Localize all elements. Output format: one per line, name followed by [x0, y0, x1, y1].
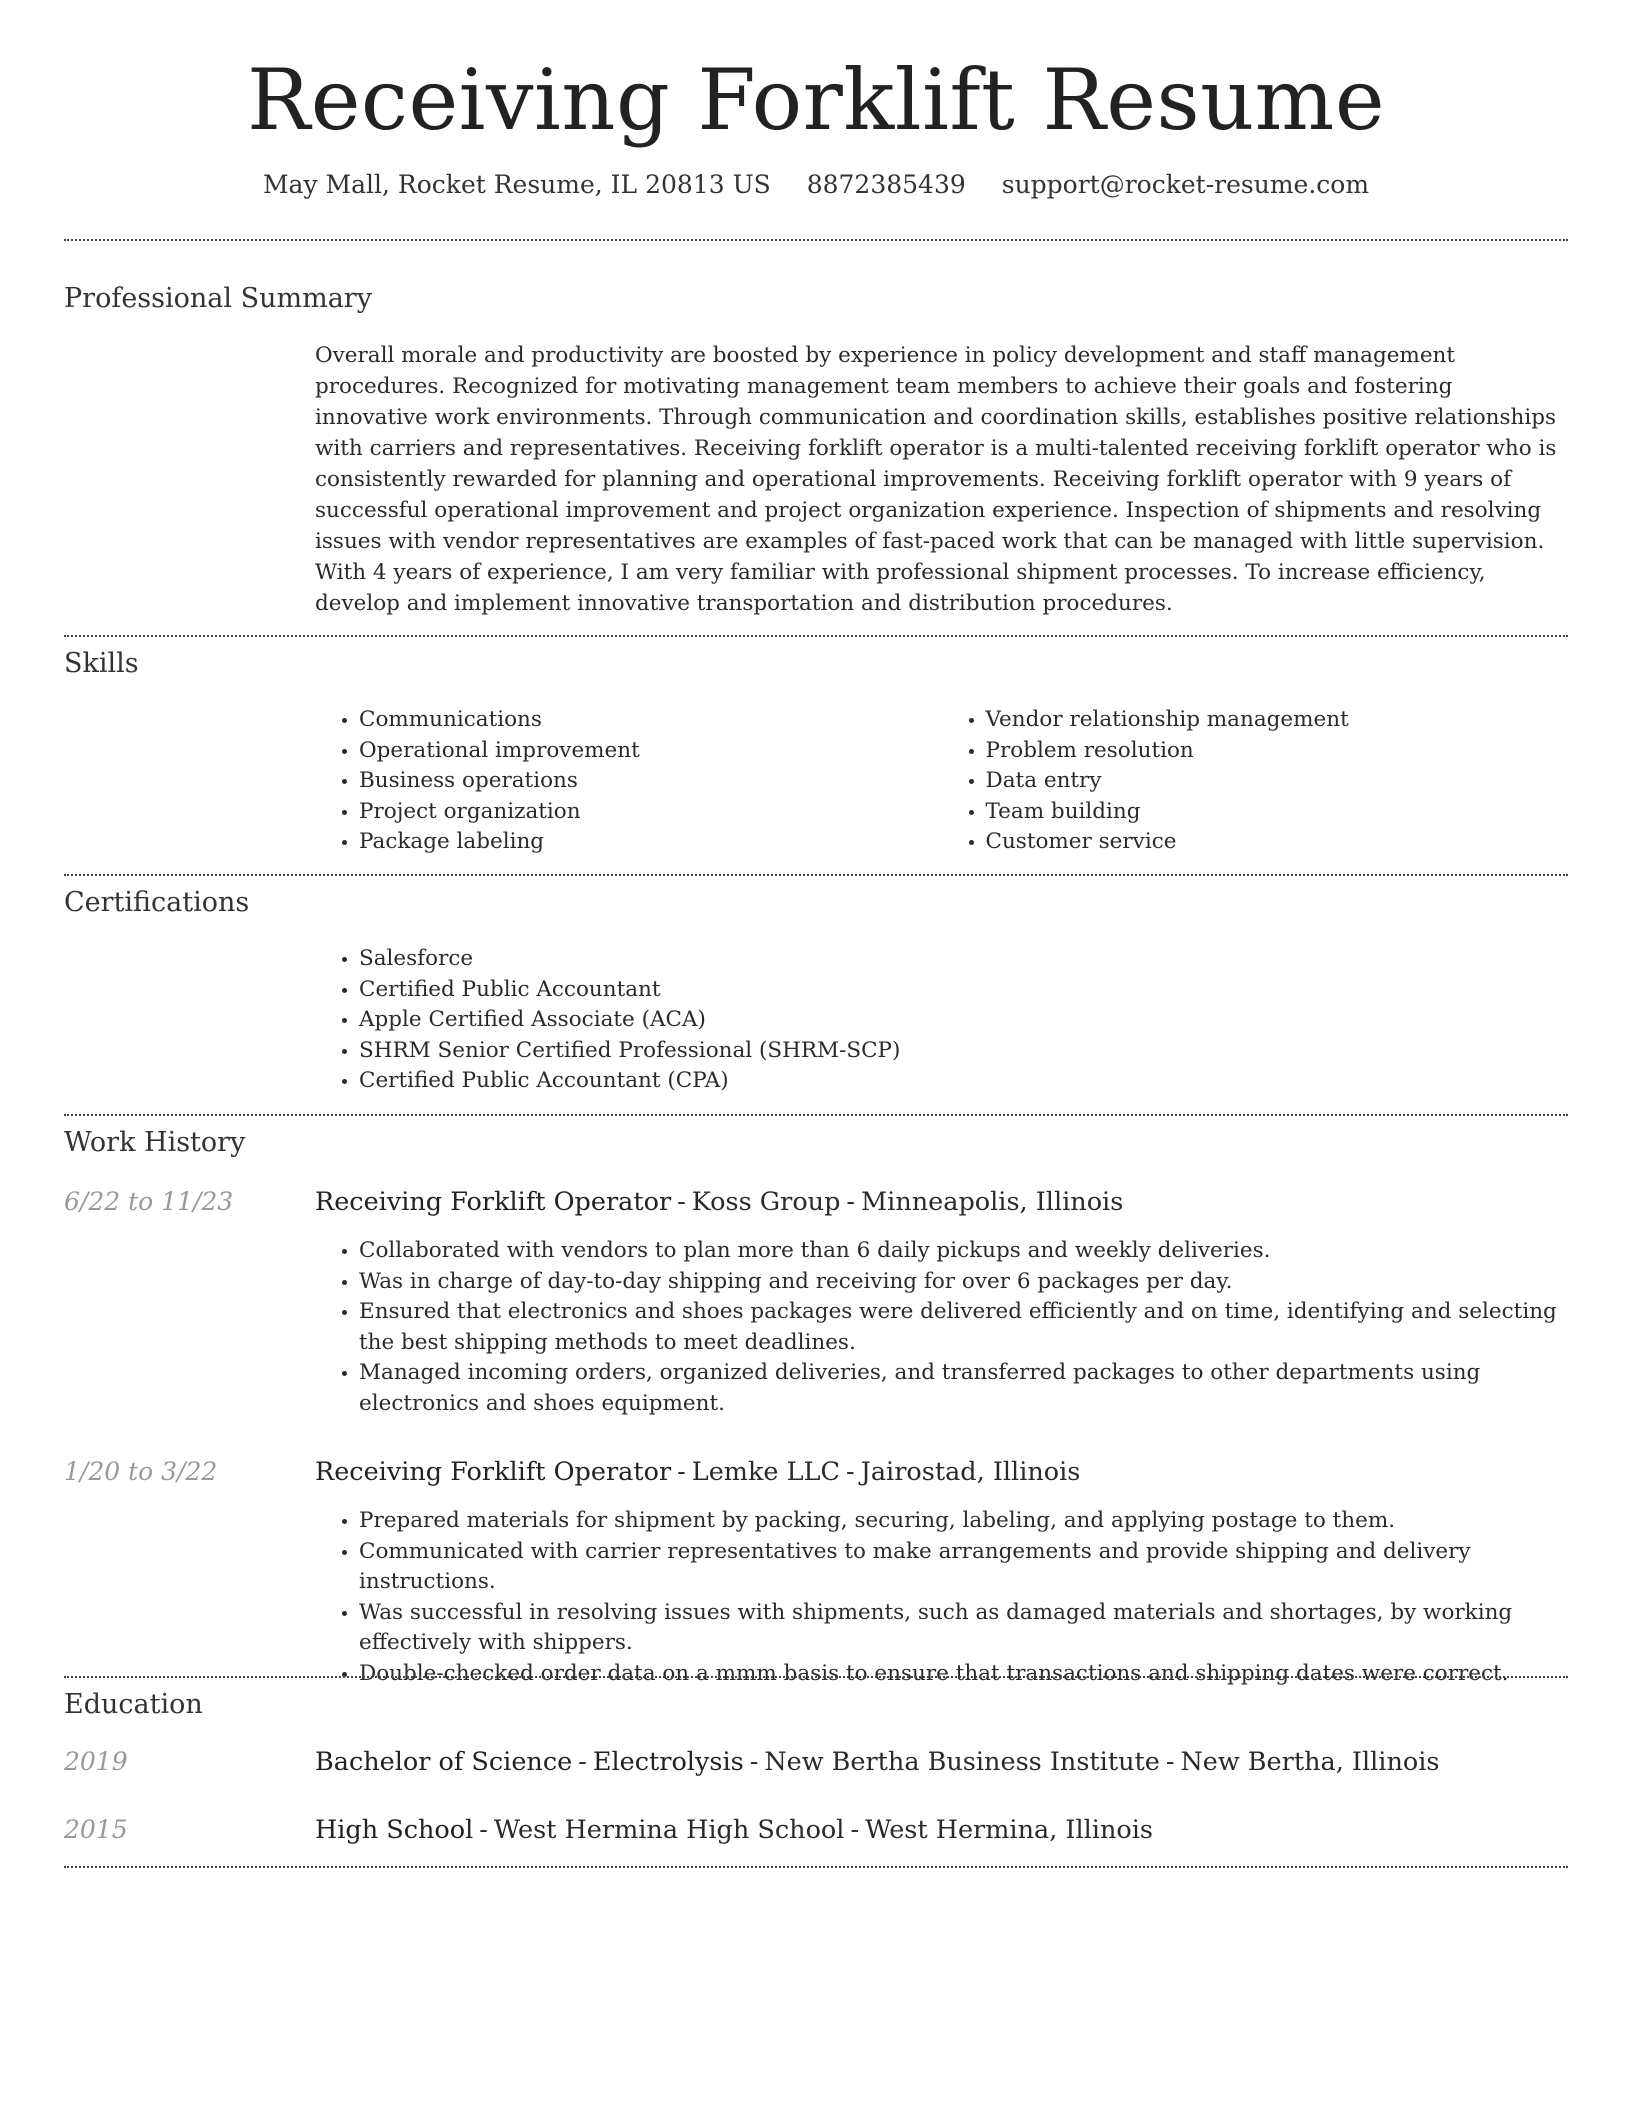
job-bullet: • Managed incoming orders, organized deliveries, and transferred packages to other departments using electronics and shoes equipment.: [359, 1358, 1568, 1419]
divider: [64, 874, 1568, 876]
certification-item: • Salesforce: [359, 944, 1568, 975]
skill-item: • Problem resolution: [986, 736, 1569, 767]
education-field: Electrolysis: [592, 1747, 744, 1777]
resume-page: [64, 0, 1568, 1845]
job-location: Minneapolis, Illinois: [861, 1187, 1124, 1217]
skills-column-left: [315, 705, 942, 858]
skill-item: • Business operations: [359, 766, 942, 797]
work-history-section: [64, 1127, 1568, 1686]
skill-item: • Customer service: [986, 827, 1569, 858]
job-title: Receiving Forklift Operator: [315, 1187, 672, 1217]
divider: [64, 1114, 1568, 1116]
contact-address: May Mall, Rocket Resume, IL 20813 US: [262, 170, 771, 199]
education-school: New Bertha Business Institute: [764, 1747, 1160, 1777]
job-heading: Receiving Forklift Operator - Lemke LLC - Jairostad, Illinois: [315, 1457, 1081, 1487]
divider: [64, 239, 1568, 241]
contact-email: support@rocket-resume.com: [1001, 170, 1370, 199]
job-bullets: [315, 1236, 1568, 1419]
divider: [64, 1676, 1568, 1678]
job-bullet: • Collaborated with vendors to plan more than 6 daily pickups and weekly deliveries.: [359, 1236, 1568, 1267]
summary-text: Overall morale and productivity are boosted by experience in policy development and staff management procedures. Recognized for motivating management team members to achieve their goals and fostering innovative work environments. Through communication and coordination skills, establishes positive relationships with carriers and representatives. Receiving forklift operator is a multi-talented receiving forklift operator who is consistently rewarded for planning and operational improvements. Receiving forklift operator with 9 years of successful operational improvement and project organization experience. Inspection of shipments and resolving issues with vendor representatives are examples of fast-paced work that can be managed with little supervision. With 4 years of experience, I am very familiar with professional shipment processes. To increase efficiency, develop and implement innovative transportation and distribution procedures.: [315, 343, 1557, 616]
job-bullet: • Ensured that electronics and shoes packages were delivered efficiently and on time, identifying and selecting the best shipping methods to meet deadlines.: [359, 1297, 1568, 1358]
job-bullet: • Prepared materials for shipment by packing, securing, labeling, and applying postage to them.: [359, 1506, 1568, 1537]
section-heading: Certifications: [64, 887, 250, 918]
contact-line: [64, 170, 1568, 200]
education-entry: Bachelor of Science - Electrolysis - New Bertha Business Institute - New Bertha, Illinois: [315, 1747, 1440, 1777]
contact-phone: 8872385439: [806, 170, 966, 199]
job-company: Lemke LLC: [691, 1457, 840, 1487]
section-heading: Education: [64, 1689, 203, 1720]
education-entry: High School - West Hermina High School - West Hermina, Illinois: [315, 1815, 1153, 1845]
job-heading: Receiving Forklift Operator - Koss Group - Minneapolis, Illinois: [315, 1187, 1124, 1217]
skill-item: • Operational improvement: [359, 736, 942, 767]
job-bullet: • Double-checked order data on a mmm basis to ensure that transactions and shipping dates were correct.: [359, 1659, 1568, 1690]
job-bullets: [315, 1506, 1568, 1689]
job-title: Receiving Forklift Operator: [315, 1457, 672, 1487]
education-degree: High School: [315, 1815, 474, 1845]
job-dates: 6/22 to 11/23: [64, 1187, 234, 1216]
section-heading: Professional Summary: [64, 283, 372, 314]
skills-section: [64, 648, 1568, 854]
skill-item: • Package labeling: [359, 827, 942, 858]
job-bullet: • Communicated with carrier representatives to make arrangements and provide shipping and delivery instructions.: [359, 1537, 1568, 1598]
skill-item: • Project organization: [359, 797, 942, 828]
section-heading: Work History: [64, 1127, 246, 1158]
skills-column-right: [942, 705, 1569, 858]
certifications-section: [64, 887, 1568, 1093]
skill-item: • Data entry: [986, 766, 1569, 797]
education-year: 2015: [64, 1815, 128, 1844]
job-bullet: • Was in charge of day-to-day shipping and receiving for over 6 packages per day.: [359, 1267, 1568, 1298]
education-location: West Hermina, Illinois: [865, 1815, 1153, 1845]
job-location: Jairostad, Illinois: [860, 1457, 1081, 1487]
education-degree: Bachelor of Science: [315, 1747, 573, 1777]
skill-item: • Team building: [986, 797, 1569, 828]
education-location: New Bertha, Illinois: [1180, 1747, 1440, 1777]
skills-list: [315, 705, 1568, 858]
education-year: 2019: [64, 1747, 128, 1776]
education-school: West Hermina High School: [493, 1815, 845, 1845]
section-heading: Skills: [64, 648, 139, 679]
resume-title: Receiving Forklift Resume: [246, 51, 1386, 149]
job-dates: 1/20 to 3/22: [64, 1457, 218, 1486]
skill-item: • Communications: [359, 705, 942, 736]
certification-item: • Certified Public Accountant (CPA): [359, 1066, 1568, 1097]
divider: [64, 635, 1568, 637]
certification-item: • Certified Public Accountant: [359, 975, 1568, 1006]
job-bullet: • Was successful in resolving issues with shipments, such as damaged materials and shortages, by working effectively with shippers.: [359, 1598, 1568, 1659]
certification-item: • SHRM Senior Certified Professional (SHRM-SCP): [359, 1036, 1568, 1067]
education-section: [64, 1689, 1568, 1845]
certification-item: • Apple Certified Associate (ACA): [359, 1005, 1568, 1036]
job-company: Koss Group: [691, 1187, 841, 1217]
divider: [64, 1866, 1568, 1868]
skill-item: • Vendor relationship management: [986, 705, 1569, 736]
summary-section: [64, 283, 1568, 616]
certifications-list: [315, 944, 1568, 1097]
